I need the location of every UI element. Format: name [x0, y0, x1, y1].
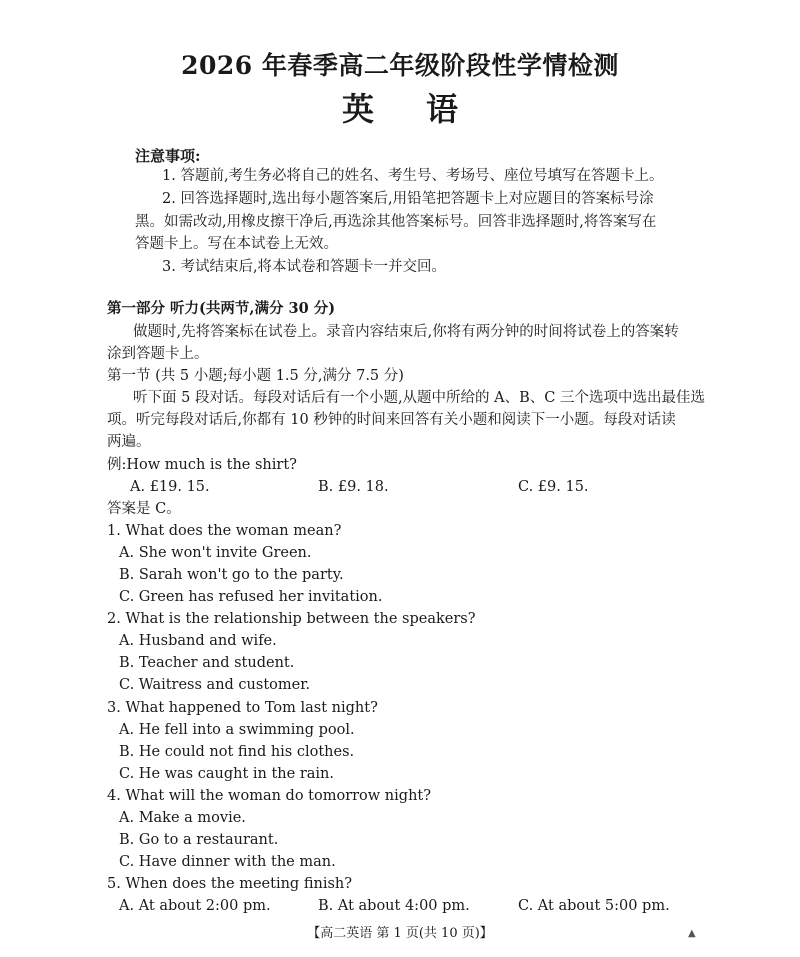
q4-option-c: C. Have dinner with the man.	[119, 854, 336, 870]
q1-option-c: C. Green has refused her invitation.	[119, 589, 383, 605]
question-1: 1. What does the woman mean?	[107, 523, 342, 539]
part1-heading: 第一部分 听力(共两节,满分 30 分)	[107, 300, 336, 317]
section1-instr-1: 听下面 5 段对话。每段对话后有一个小题,从题中所给的 A、B、C 三个选项中选出最佳选	[133, 390, 705, 406]
example-answer: 答案是 C。	[107, 501, 181, 517]
exam-title: 2026 年春季高二年级阶段性学情检测	[181, 51, 619, 80]
example-option-a: A. £19. 15.	[130, 479, 210, 495]
example-option-c: C. £9. 15.	[518, 479, 589, 495]
q5-option-c: C. At about 5:00 pm.	[518, 898, 670, 914]
q4-option-b: B. Go to a restaurant.	[119, 832, 279, 848]
notice-heading: 注意事项:	[135, 147, 201, 165]
q2-option-b: B. Teacher and student.	[119, 655, 295, 671]
notice-line-3: 黑。如需改动,用橡皮擦干净后,再选涂其他答案标号。回答非选择题时,将答案写在	[135, 214, 657, 230]
question-2: 2. What is the relationship between the speakers?	[107, 611, 476, 627]
example-question: 例:How much is the shirt?	[107, 457, 297, 473]
notice-line-2: 2. 回答选择题时,选出每小题答案后,用铅笔把答题卡上对应题目的答案标号涂	[162, 191, 654, 207]
notice-line-5: 3. 考试结束后,将本试卷和答题卡一并交回。	[162, 259, 447, 275]
corner-mark: ▲	[688, 928, 696, 939]
q3-option-a: A. He fell into a swimming pool.	[119, 722, 355, 738]
q1-option-b: B. Sarah won't go to the party.	[119, 567, 344, 583]
q2-option-a: A. Husband and wife.	[119, 633, 277, 649]
q5-option-b: B. At about 4:00 pm.	[318, 898, 470, 914]
q2-option-c: C. Waitress and customer.	[119, 677, 311, 693]
section1-heading: 第一节 (共 5 小题;每小题 1.5 分,满分 7.5 分)	[107, 368, 404, 384]
example-option-b: B. £9. 18.	[318, 479, 389, 495]
exam-subject: 英语	[341, 90, 510, 128]
section1-instr-3: 两遍。	[107, 434, 151, 450]
question-5: 5. When does the meeting finish?	[107, 876, 353, 892]
q4-option-a: A. Make a movie.	[119, 810, 246, 826]
notice-line-4: 答题卡上。写在本试卷上无效。	[135, 236, 338, 252]
question-3: 3. What happened to Tom last night?	[107, 700, 378, 716]
part1-intro-1: 做题时,先将答案标在试卷上。录音内容结束后,你将有两分钟的时间将试卷上的答案转	[133, 324, 679, 340]
part1-intro-2: 涂到答题卡上。	[107, 346, 209, 362]
q1-option-a: A. She won't invite Green.	[119, 545, 312, 561]
section1-instr-2: 项。听完每段对话后,你都有 10 秒钟的时间来回答有关小题和阅读下一小题。每段对话读	[107, 412, 676, 428]
q5-option-a: A. At about 2:00 pm.	[119, 898, 271, 914]
q3-option-b: B. He could not find his clothes.	[119, 744, 355, 760]
notice-line-1: 1. 答题前,考生务必将自己的姓名、考生号、考场号、座位号填写在答题卡上。	[162, 168, 664, 184]
question-4: 4. What will the woman do tomorrow night?	[107, 788, 432, 804]
page-footer: 【高二英语 第 1 页(共 10 页)】	[307, 926, 493, 941]
q3-option-c: C. He was caught in the rain.	[119, 766, 335, 782]
